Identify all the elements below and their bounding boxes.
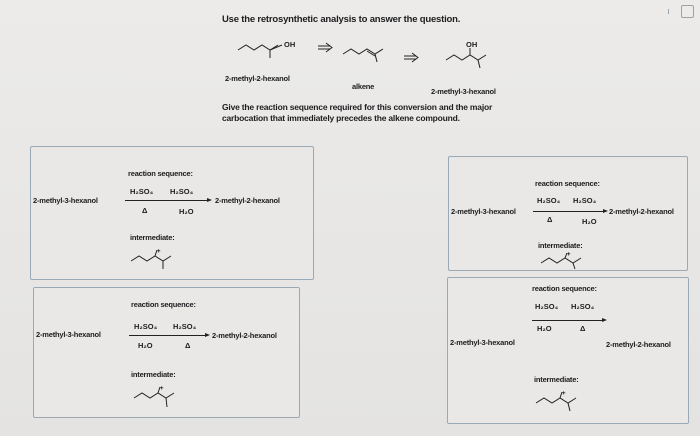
product-label: 2-methyl-2-hexanol	[212, 331, 277, 340]
end-compound-label: 2-methyl-3-hexanol	[431, 87, 496, 96]
carbocation-structure	[448, 278, 688, 423]
condition-2: H₂O	[582, 217, 597, 226]
reagent-2: H₂SO₄	[173, 322, 197, 331]
reactant-label: 2-methyl-3-hexanol	[451, 207, 516, 216]
reactant-label: 2-methyl-3-hexanol	[450, 338, 515, 347]
start-compound-label: 2-methyl-2-hexanol	[225, 74, 290, 83]
condition-2: H₂O	[179, 207, 194, 216]
reagent-1: H₂SO₄	[537, 196, 561, 205]
svg-text:+: +	[562, 391, 566, 397]
svg-text:+: +	[567, 252, 571, 258]
condition-1: Δ	[547, 215, 553, 224]
reagent-2: H₂SO₄	[170, 187, 194, 196]
reagent-2: H₂SO₄	[573, 196, 597, 205]
start-oh-label: OH	[284, 40, 296, 49]
intermediate-label: intermediate:	[534, 375, 579, 384]
intermediate-label: intermediate:	[538, 241, 583, 250]
reactant-label: 2-methyl-3-hexanol	[36, 330, 101, 339]
end-molecule-structure	[0, 0, 700, 100]
reagent-1: H₂SO₄	[130, 187, 154, 196]
answer-choice-2[interactable]	[448, 156, 688, 271]
answer-choice-4[interactable]	[447, 277, 689, 424]
answer-choice-3[interactable]	[33, 287, 300, 418]
condition-1: H₂O	[138, 341, 153, 350]
reaction-sequence-label: reaction sequence:	[535, 179, 600, 188]
end-oh-label: OH	[466, 40, 478, 49]
reagent-1: H₂SO₄	[134, 322, 158, 331]
product-label: 2-methyl-2-hexanol	[606, 340, 671, 349]
carbocation-structure	[449, 157, 687, 270]
alkene-label: alkene	[352, 82, 375, 91]
reaction-sequence-label: reaction sequence:	[131, 300, 196, 309]
answer-choice-1[interactable]	[30, 146, 314, 280]
svg-text:+: +	[157, 249, 161, 255]
intermediate-label: intermediate:	[131, 370, 176, 379]
product-label: 2-methyl-2-hexanol	[609, 207, 674, 216]
reaction-sequence-label: reaction sequence:	[128, 169, 193, 178]
carbocation-structure	[34, 288, 299, 417]
question-text: Use the retrosynthetic analysis to answer the question.	[222, 14, 461, 25]
condition-1: H₂O	[537, 324, 552, 333]
condition-1: Δ	[142, 206, 148, 215]
svg-text:+: +	[160, 386, 164, 392]
reaction-sequence-label: reaction sequence:	[532, 284, 597, 293]
intermediate-label: intermediate:	[130, 233, 175, 242]
question-prompt: Give the reaction sequence required for this conversion and the major carbocation that immediately precedes the alkene compound.	[222, 102, 493, 123]
condition-2: Δ	[185, 341, 191, 350]
condition-2: Δ	[580, 324, 586, 333]
reactant-label: 2-methyl-3-hexanol	[33, 196, 98, 205]
carbocation-structure	[31, 147, 313, 279]
reagent-2: H₂SO₄	[571, 302, 595, 311]
reagent-1: H₂SO₄	[535, 302, 559, 311]
product-label: 2-methyl-2-hexanol	[215, 196, 280, 205]
